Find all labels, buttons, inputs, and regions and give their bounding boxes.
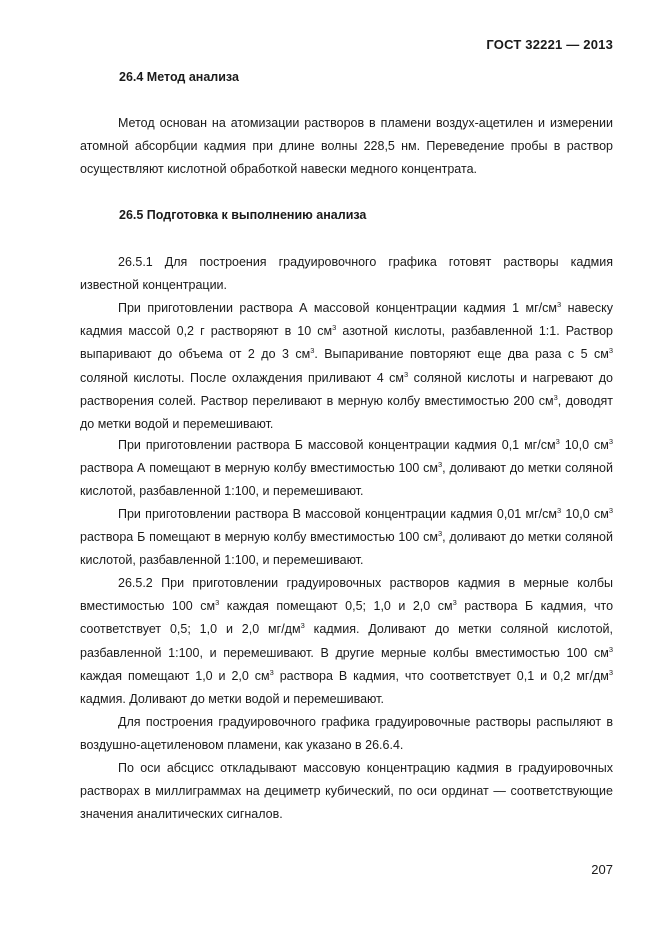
paragraph-solution-a: При приготовлении раствора А массовой концентрации кадмия 1 $мг/см^3$ навеску кадмия массой 0,2 г растворяют в 10 $см^3$ азотной кислоты, разбавленной 1:1. Раствор выпаривают до объема от 2 до 3 $см^3$. Выпаривание повторяют еще два раза с 5 $см^3$ соляной кислоты. После охлаждения приливают 4 $см^3$ соляной кислоты и нагревают до растворения солей. Раствор переливают в мерную колбу вместимостью 200 $см^3$, доводят до метки водой и перемешивают. [80, 300, 614, 432]
paragraph-graph-spray: Для построения градуировочного графика градуировочные растворы распыляют в воздушно-ацетиленовом пламени, как указано в 26.6.4. [80, 715, 613, 753]
section-heading-26-5: 26.5 Подготовка к выполнению анализа [119, 208, 367, 222]
paragraph-26-5-2: 26.5.2 При приготовлении градуировочных растворов кадмия в мерные колбы вместимостью 100 $см^3$ каждая помещают 0,5; 1,0 и 2,0 $см^3$ раствора Б кадмия, что соответствует 0,5; 1,0 и 2,0 $мг/дм^3$ кадмия. Доливают до метки соляной кислотой, разбавленной 1:100, и перемешивают. В другие мерные колбы вместимостью 100 $см^3$ каждая помещают 1,0 и 2,0 $см^3$ раствора В кадмия, что соответствует 0,1 и 0,2 $мг/дм^3$ кадмия. Доливают до метки водой и перемешивают. [80, 576, 614, 707]
paragraph-graph-axes: По оси абсцисс откладывают массовую концентрацию кадмия в градуировочных растворах в миллиграммах на дециметр кубический, по оси ординат — соответствующие значения аналитических сигналов. [80, 761, 613, 822]
document-header: ГОСТ 32221 — 2013 [486, 37, 613, 52]
section-heading-26-4: 26.4 Метод анализа [119, 70, 239, 84]
paragraph-26-5-1: 26.5.1 Для построения градуировочного графика готовят растворы кадмия известной концентрации. [80, 255, 613, 293]
paragraph-solution-b: При приготовлении раствора Б массовой концентрации кадмия 0,1 $мг/см^3$ 10,0 $см^3$ раствора А помещают в мерную колбу вместимостью 100 $см^3$, доливают до метки соляной кислотой, разбавленной 1:100, и перемешивают. [80, 437, 613, 499]
page-number: 207 [591, 862, 613, 877]
paragraph-solution-v: При приготовлении раствора В массовой концентрации кадмия 0,01 $мг/см^3$ 10,0 $см^3$ раствора Б помещают в мерную колбу вместимостью 100 $см^3$, доливают до метки соляной кислотой, разбавленной 1:100, и перемешивают. [80, 506, 613, 568]
paragraph-method: Метод основан на атомизации растворов в пламени воздух-ацетилен и измерении атомной абсорбции кадмия при длине волны 228,5 нм. Переведение пробы в раствор осуществляют кислотной обработкой навески медного концентрата. [80, 116, 613, 177]
